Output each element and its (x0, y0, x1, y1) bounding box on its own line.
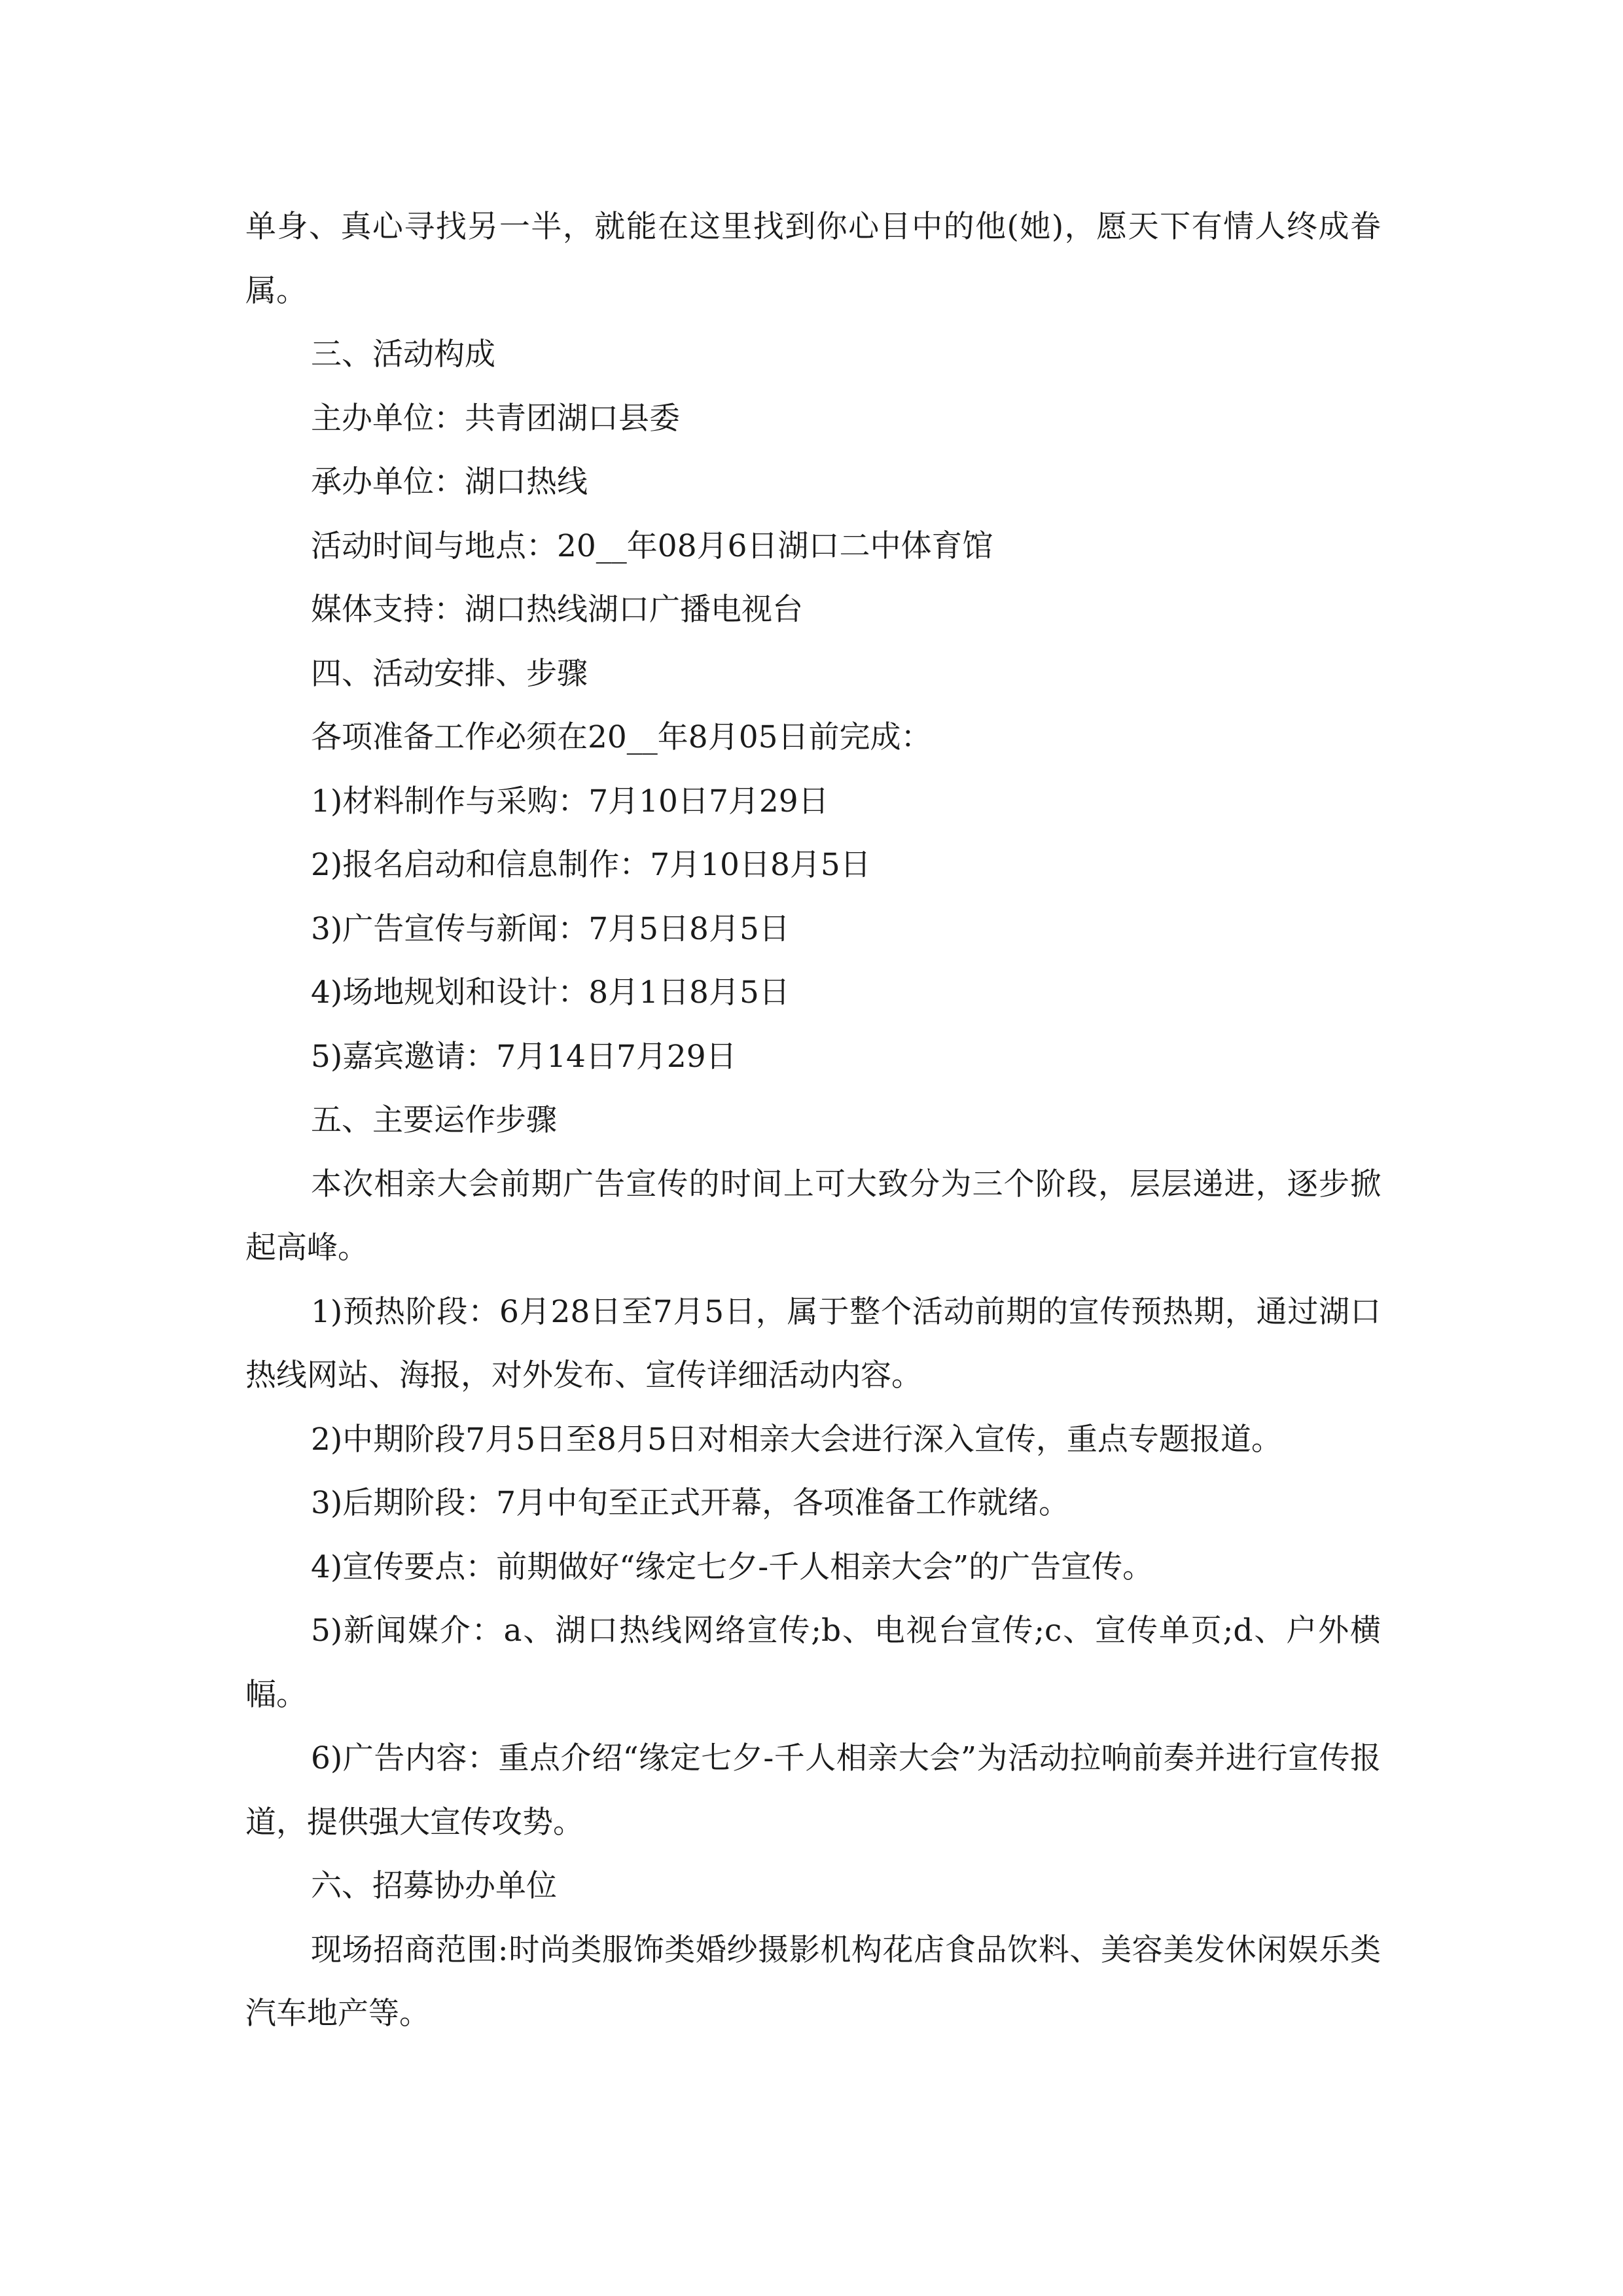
list-item-warmup-stage: 1)预热阶段：6月28日至7月5日，属于整个活动前期的宣传预热期，通过湖口热线网站、海报，对外发布、宣传详细活动内容。 (245, 1293, 1381, 1393)
list-item-advertising: 3)广告宣传与新闻：7月5日8月5日 (311, 910, 790, 947)
paragraph-organizer: 主办单位：共青团湖口县委 (311, 400, 680, 437)
list-item-late-stage: 3)后期阶段：7月中旬至正式开幕，各项准备工作就绪。 (311, 1485, 1070, 1521)
paragraph-media-support: 媒体支持：湖口热线湖口广播电视台 (311, 592, 803, 628)
list-item-middle-stage: 2)中期阶段7月5日至8月5日对相亲大会进行深入宣传，重点专题报道。 (311, 1421, 1282, 1458)
list-item-venue: 4)场地规划和设计：8月1日8月5日 (311, 975, 790, 1011)
heading-main-steps: 五、主要运作步骤 (311, 1102, 557, 1138)
list-item-materials: 1)材料制作与采购：7月10日7月29日 (311, 783, 829, 819)
paragraph-co-organizer: 承办单位：湖口热线 (311, 464, 588, 500)
paragraph-time-location: 活动时间与地点：20__年08月6日湖口二中体育馆 (311, 528, 993, 564)
list-item-key-points: 4)宣传要点：前期做好“缘定七夕-千人相亲大会”的广告宣传。 (311, 1549, 1154, 1585)
list-item-guests: 5)嘉宾邀请：7月14日7月29日 (311, 1038, 737, 1075)
list-item-ad-content: 6)广告内容：重点介绍“缘定七夕-千人相亲大会”为活动拉响前奏并进行宣传报道，提供强大宣传攻势。 (245, 1740, 1381, 1840)
paragraph-sponsorship-scope: 现场招商范围:时尚类服饰类婚纱摄影机构花店食品饮料、美容美发休闲娱乐类汽车地产等。 (245, 1931, 1381, 2032)
list-item-registration: 2)报名启动和信息制作：7月10日8月5日 (311, 847, 871, 883)
paragraph-stages-intro: 本次相亲大会前期广告宣传的时间上可大致分为三个阶段，层层递进，逐步掀起高峰。 (245, 1166, 1381, 1266)
paragraph-preparation-deadline: 各项准备工作必须在20__年8月05日前完成： (311, 719, 932, 755)
document-page (245, 195, 1381, 2046)
heading-activity-composition: 三、活动构成 (311, 336, 495, 372)
paragraph-continuation: 单身、真心寻找另一半，就能在这里找到你心目中的他(她)，愿天下有情人终成眷属。 (245, 209, 1381, 309)
heading-activity-arrangement: 四、活动安排、步骤 (311, 655, 588, 692)
list-item-news-media: 5)新闻媒介：a、湖口热线网络宣传;b、电视台宣传;c、宣传单页;d、户外横幅。 (245, 1613, 1381, 1713)
heading-recruit-partners: 六、招募协办单位 (311, 1868, 557, 1904)
